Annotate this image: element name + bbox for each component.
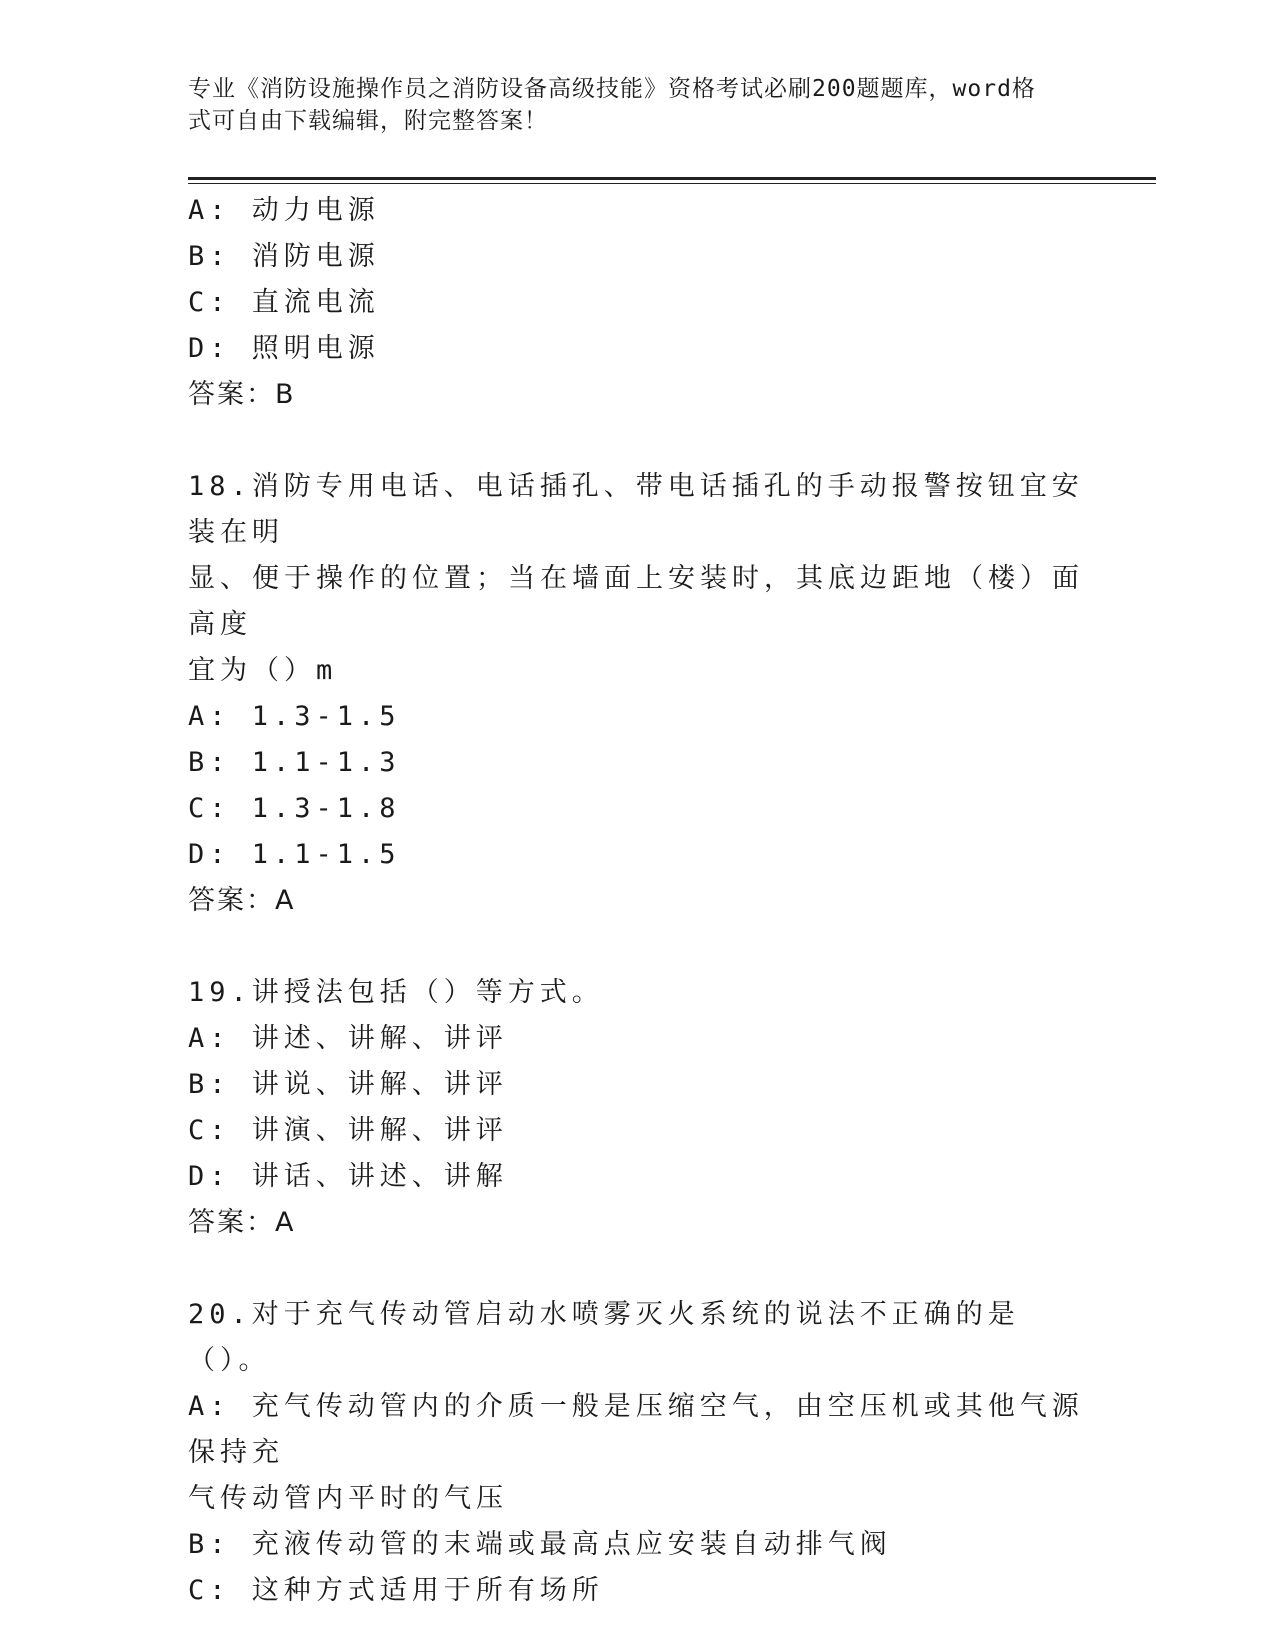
spacer — [188, 924, 1088, 970]
q17-option-a: A: 动力电源 — [188, 195, 380, 226]
q20-option-b: B: 充液传动管的末端或最高点应安装自动排气阀 — [188, 1529, 892, 1560]
q19-stem: 19.讲授法包括（）等方式。 — [188, 977, 604, 1008]
header-divider-thick — [188, 177, 1156, 180]
q18-stem-line-2: 显、便于操作的位置；当在墙面上安装时，其底边距地（楼）面高度 — [188, 563, 1084, 640]
q20-option-a-line-1: A: 充气传动管内的介质一般是压缩空气，由空压机或其他气源保持充 — [188, 1391, 1084, 1468]
q18-stem-line-3: 宜为（）m — [188, 655, 338, 686]
spacer — [188, 418, 1088, 464]
header-line-2: 式可自由下载编辑，附完整答案！ — [188, 108, 548, 134]
q19-option-d: D: 讲话、讲述、讲解 — [188, 1161, 508, 1192]
q17-option-b: B: 消防电源 — [188, 241, 380, 272]
q20-option-c: C: 这种方式适用于所有场所 — [188, 1575, 604, 1606]
q20-option-a-line-2: 气传动管内平时的气压 — [188, 1483, 508, 1514]
document-header — [188, 73, 1088, 137]
header-line-1: 专业《消防设施操作员之消防设备高级技能》资格考试必刷200题题库，word格 — [188, 76, 1036, 102]
question-content — [188, 188, 1088, 1614]
header-divider-thin — [188, 183, 1156, 184]
q17-answer: 答案：B — [188, 379, 296, 410]
q19-answer: 答案：A — [188, 1207, 296, 1238]
q18-option-b: B: 1.1-1.3 — [188, 747, 401, 778]
q19-option-c: C: 讲演、讲解、讲评 — [188, 1115, 508, 1146]
q18-option-d: D: 1.1-1.5 — [188, 839, 401, 870]
spacer — [188, 1246, 1088, 1292]
q20-stem: 20.对于充气传动管启动水喷雾灭火系统的说法不正确的是（）。 — [188, 1299, 1020, 1376]
q19-option-b: B: 讲说、讲解、讲评 — [188, 1069, 508, 1100]
q19-option-a: A: 讲述、讲解、讲评 — [188, 1023, 508, 1054]
q17-option-d: D: 照明电源 — [188, 333, 380, 364]
q18-answer: 答案：A — [188, 885, 296, 916]
q17-option-c: C: 直流电流 — [188, 287, 380, 318]
q18-option-a: A: 1.3-1.5 — [188, 701, 401, 732]
q18-option-c: C: 1.3-1.8 — [188, 793, 401, 824]
q18-stem-line-1: 18.消防专用电话、电话插孔、带电话插孔的手动报警按钮宜安装在明 — [188, 471, 1084, 548]
